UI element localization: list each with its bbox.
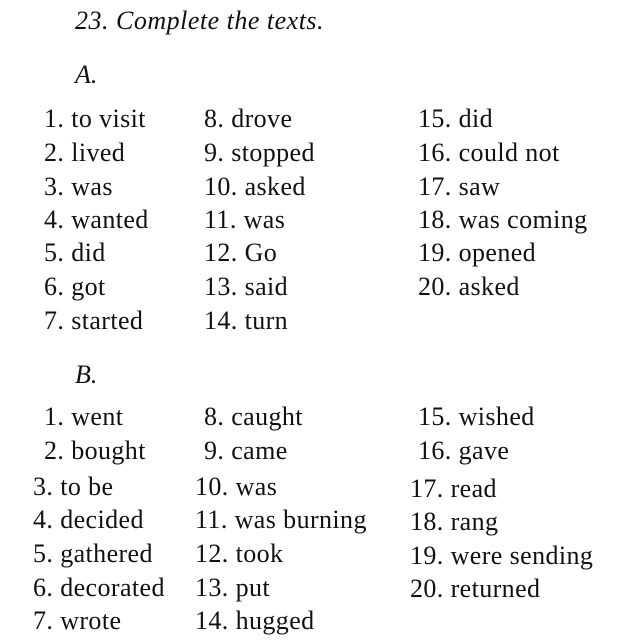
answer-item: 2. bought bbox=[44, 436, 146, 465]
answer-item: 1. went bbox=[44, 402, 124, 431]
answer-item: 20. asked bbox=[418, 272, 520, 301]
answer-item: 6. decorated bbox=[33, 573, 165, 602]
exercise-title: 23. Complete the texts. bbox=[75, 6, 325, 35]
answer-item: 10. was bbox=[195, 472, 278, 501]
answer-item: 20. returned bbox=[410, 574, 541, 603]
answer-item: 14. turn bbox=[204, 306, 289, 335]
answer-item: 16. gave bbox=[418, 436, 510, 465]
answer-item: 18. rang bbox=[410, 507, 499, 536]
answer-item: 7. started bbox=[44, 306, 144, 335]
answer-item: 7. wrote bbox=[33, 606, 122, 635]
answer-item: 15. wished bbox=[418, 402, 535, 431]
answer-item: 9. stopped bbox=[204, 138, 315, 167]
answer-item: 9. came bbox=[204, 436, 288, 465]
answer-item: 16. could not bbox=[418, 138, 560, 167]
answer-item: 4. decided bbox=[33, 505, 144, 534]
answer-item: 3. was bbox=[44, 172, 113, 201]
answer-item: 15. did bbox=[418, 104, 494, 133]
answer-item: 14. hugged bbox=[195, 606, 315, 635]
section-a-label: A. bbox=[75, 60, 98, 89]
answer-item: 19. opened bbox=[418, 238, 537, 267]
answer-item: 18. was coming bbox=[418, 205, 588, 234]
answer-item: 11. was bbox=[204, 205, 286, 234]
answer-item: 8. drove bbox=[204, 104, 293, 133]
section-b-label: B. bbox=[75, 360, 98, 389]
answer-item: 13. said bbox=[204, 272, 289, 301]
answer-item: 19. were sending bbox=[410, 541, 594, 570]
answer-item: 5. gathered bbox=[33, 539, 153, 568]
answer-item: 11. was burning bbox=[195, 505, 367, 534]
answer-item: 6. got bbox=[44, 272, 106, 301]
answer-item: 17. saw bbox=[418, 172, 501, 201]
answer-item: 12. took bbox=[195, 539, 284, 568]
answer-item: 1. to visit bbox=[44, 104, 146, 133]
answer-item: 10. asked bbox=[204, 172, 306, 201]
answer-item: 3. to be bbox=[33, 472, 114, 501]
answer-item: 2. lived bbox=[44, 138, 126, 167]
answer-item: 8. caught bbox=[204, 402, 303, 431]
answer-item: 12. Go bbox=[204, 238, 278, 267]
answer-item: 4. wanted bbox=[44, 205, 149, 234]
answer-item: 5. did bbox=[44, 238, 106, 267]
answer-item: 17. read bbox=[410, 474, 497, 503]
answer-item: 13. put bbox=[195, 573, 271, 602]
